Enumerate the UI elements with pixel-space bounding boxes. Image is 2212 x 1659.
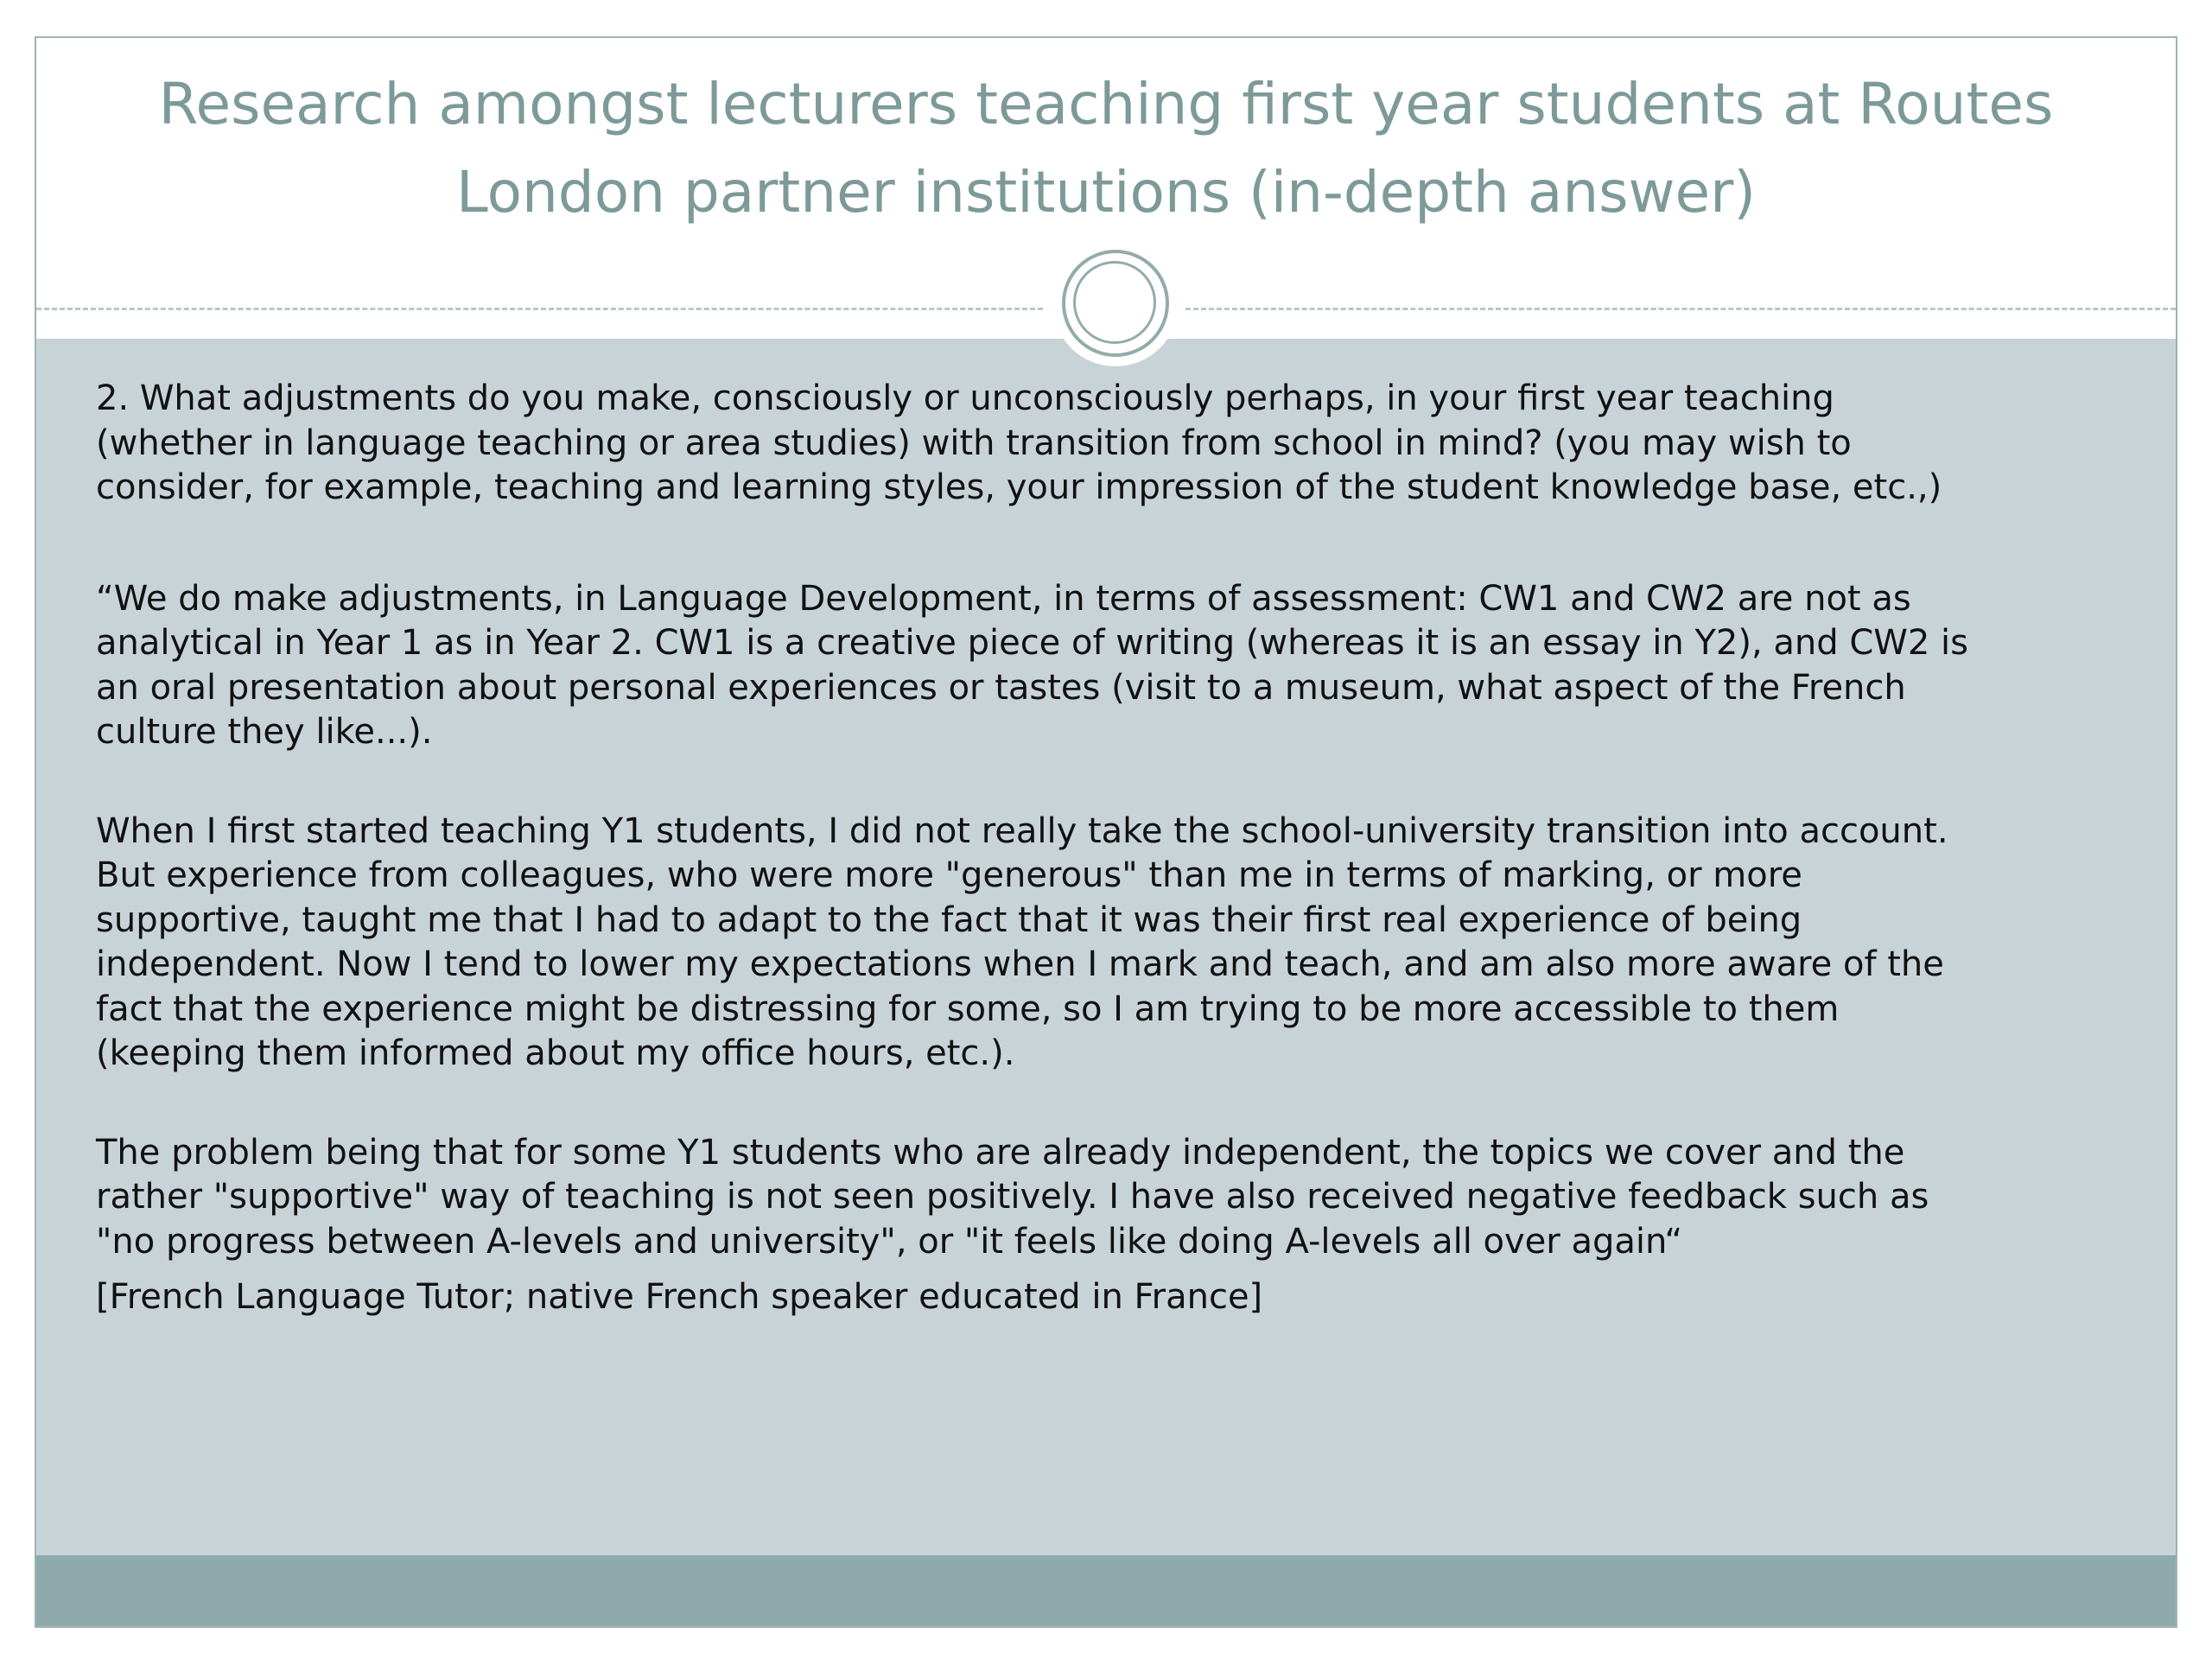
ornament-inner-ring [1073, 261, 1156, 344]
survey-question: 2. What adjustments do you make, consciously or unconsciously perhaps, in your first year teaching (whether in language teaching or area studies) with transition from school in mind? (you may wish to consider, for example, teaching and learning styles, your impression of the student knowledge base, etc.,) [96, 378, 1942, 507]
answer-paragraph: The problem being that for some Y1 students who are already independent, the topics we cover and the rather "supportive" way of teaching is not seen positively. I have also received negative feedback such as "no progress between A-levels and university", or "it feels like doing A-levels all over again“ [96, 1132, 1929, 1262]
ornament-outer-ring [1062, 250, 1169, 357]
respondent-attribution: [French Language Tutor; native French speaker educated in France] [96, 1277, 1263, 1317]
answer-paragraph: When I first started teaching Y1 students, I did not really take the school-university transition into account. But experience from colleagues, who were more "generous" than me in terms of marking, or more supportive, taught me that I had to adapt to the fact that it was their first real experience of being independent. Now I tend to lower my expectations when I mark and teach, and am also more aware of the fact that the experience might be distressing for some, so I am trying to be more accessible to them (keeping them informed about my office hours, etc.). [96, 810, 1948, 1073]
title-divider-left [36, 308, 1043, 310]
title-divider-right [1185, 308, 2176, 310]
answer-paragraph: “We do make adjustments, in Language Development, in terms of assessment: CW1 and CW2 are not as analytical in Year 1 as in Year 2. CW1 is a creative piece of writing (whereas it is an essay in Y2), and CW2 is an oral presentation about personal experiences or tastes (visit to a museum, what aspect of the French culture they like...). [96, 578, 1968, 752]
footer-band [36, 1555, 2176, 1626]
slide-body-text [96, 377, 2126, 1320]
slide-title: Research amongst lecturers teaching first year students at Routes London partner institutions (in-depth answer) [158, 71, 2054, 226]
double-circle-ornament-icon [1052, 240, 1179, 366]
slide [35, 36, 2177, 1628]
